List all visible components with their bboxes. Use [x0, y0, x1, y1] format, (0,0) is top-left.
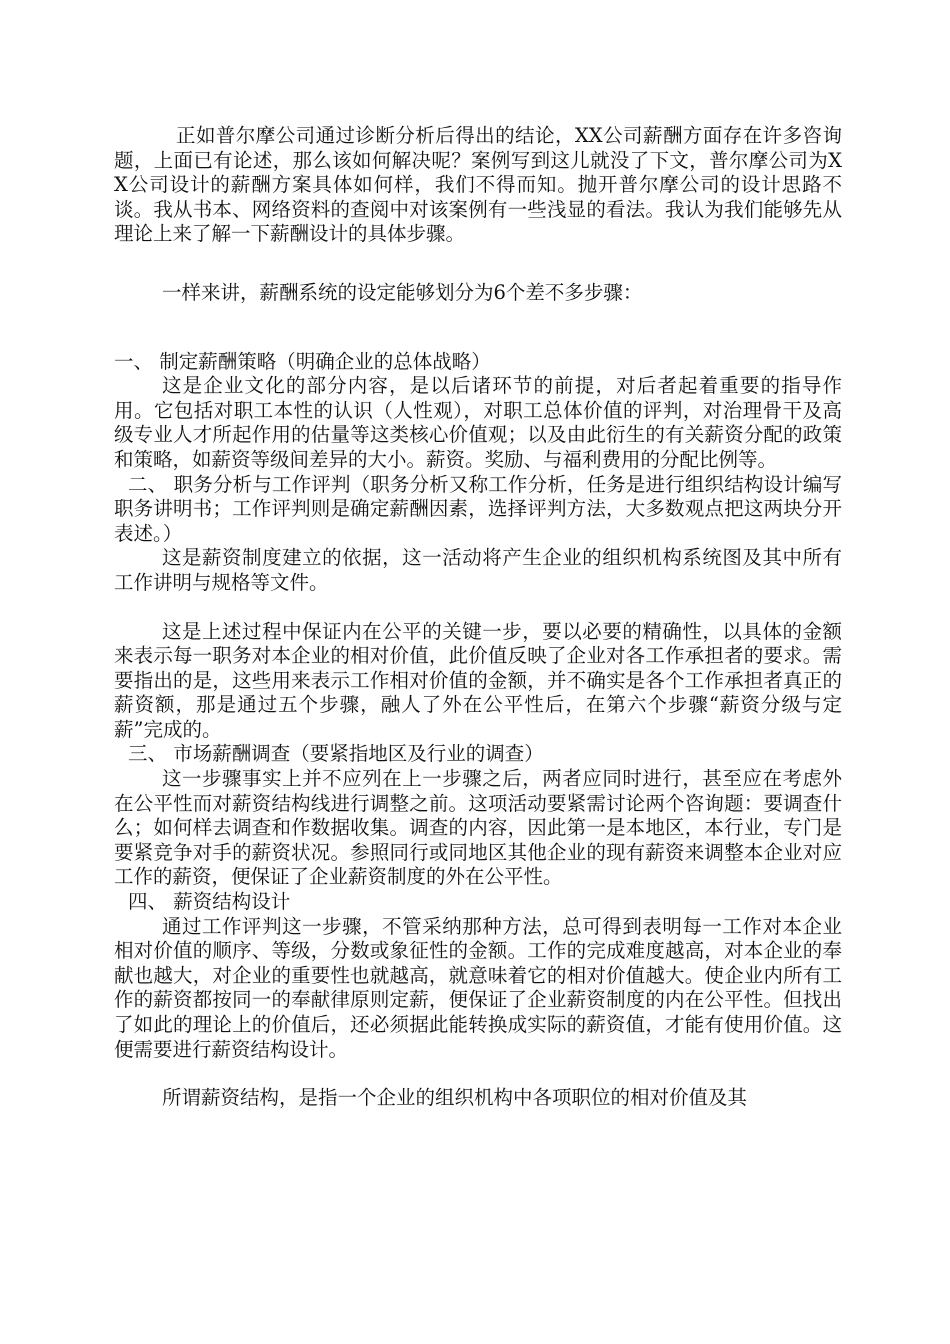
- step2-body-continued: 这是上述过程中保证内在公平的关键一步，要以必要的精确性，以具体的金额来表示每一职务对本企业的相对价值，此价值反映了企业对各工作承担者的要求。需要指出的是，这些用来表示工作相对价值的金额，并不确实是各个工作承担者真正的薪资额，那是通过五个步骤，融人了外在公平性后，在第六个步骤“薪资分级与定薪”完成的。: [114, 619, 842, 741]
- step2-heading: 二、 职务分析与工作评判（职务分析又称工作分析，任务是进行组织结构设计编写职务讲明书；工作评判则是确定薪酬因素，选择评判方法，大多数观点把这两块分开表述。）: [114, 472, 842, 545]
- step3-body: 这一步骤事实上并不应列在上一步骤之后，两者应同时进行，甚至应在考虑外在公平性而对薪资结构线进行调整之前。这项活动要紧需讨论两个咨询题：要调查什么；如何样去调查和作数据收集。调查的内容，因此第一是本地区，本行业，专门是要紧竞争对手的薪资状况。参照同行或同地区其他企业的现有薪资来调整本企业对应工作的薪资，便保证了企业薪资制度的外在公平性。: [114, 767, 842, 889]
- structure-definition-paragraph: 所谓薪资结构，是指一个企业的组织机构中各项职位的相对价值及其: [162, 1086, 748, 1110]
- document-page: [114, 124, 842, 1111]
- intro-paragraph: 正如普尔摩公司通过诊断分析后得出的结论，XX公司薪酬方面存在许多咨询题，上面已有论述，那么该如何解决呢？案例写到这儿就没了下文，普尔摩公司为XX公司设计的薪酬方案具体如何样，我们不得而知。抛开普尔摩公司的设计思路不谈。我从书本、网络资料的查阅中对该案例有一些浅显的看法。我认为我们能够先从理论上来了解一下薪酬设计的具体步骤。: [114, 124, 842, 246]
- step3-heading: 三、 市场薪酬调查（要紧指地区及行业的调查）: [128, 742, 544, 766]
- step4-body: 通过工作评判这一步骤，不管采纳那种方法，总可得到表明每一工作对本企业相对价值的顺序、等级，分数或象征性的金额。工作的完成难度越高，对本企业的奉献也越大，对企业的重要性也就越高，就意味着它的相对价值越大。使企业内所有工作的薪资都按同一的奉献律原则定薪，便保证了企业薪资制度的内在公平性。但找出了如此的理论上的价值后，还必须据此能转换成实际的薪资值，才能有使用价值。这便需要进行薪资结构设计。: [114, 914, 842, 1061]
- step1-heading: 一、 制定薪酬策略（明确企业的总体战略）: [114, 349, 491, 373]
- step1-body: 这是企业文化的部分内容，是以后诸环节的前提，对后者起着重要的指导作用。它包括对职工本性的认识（人性观），对职工总体价值的评判，对治理骨干及高级专业人才所起作用的估量等这类核心价值观；以及由此衍生的有关薪资分配的政策和策略，如薪资等级间差异的大小。薪资。奖励、与福利费用的分配比例等。: [114, 374, 842, 471]
- step2-body: 这是薪资制度建立的依据，这一活动将产生企业的组织机构系统图及其中所有工作讲明与规格等文件。: [114, 546, 842, 594]
- overview-paragraph: 一样来讲，薪酬系统的设定能够划分为6个差不多步骤：: [162, 280, 643, 304]
- step4-heading: 四、 薪资结构设计: [128, 890, 291, 914]
